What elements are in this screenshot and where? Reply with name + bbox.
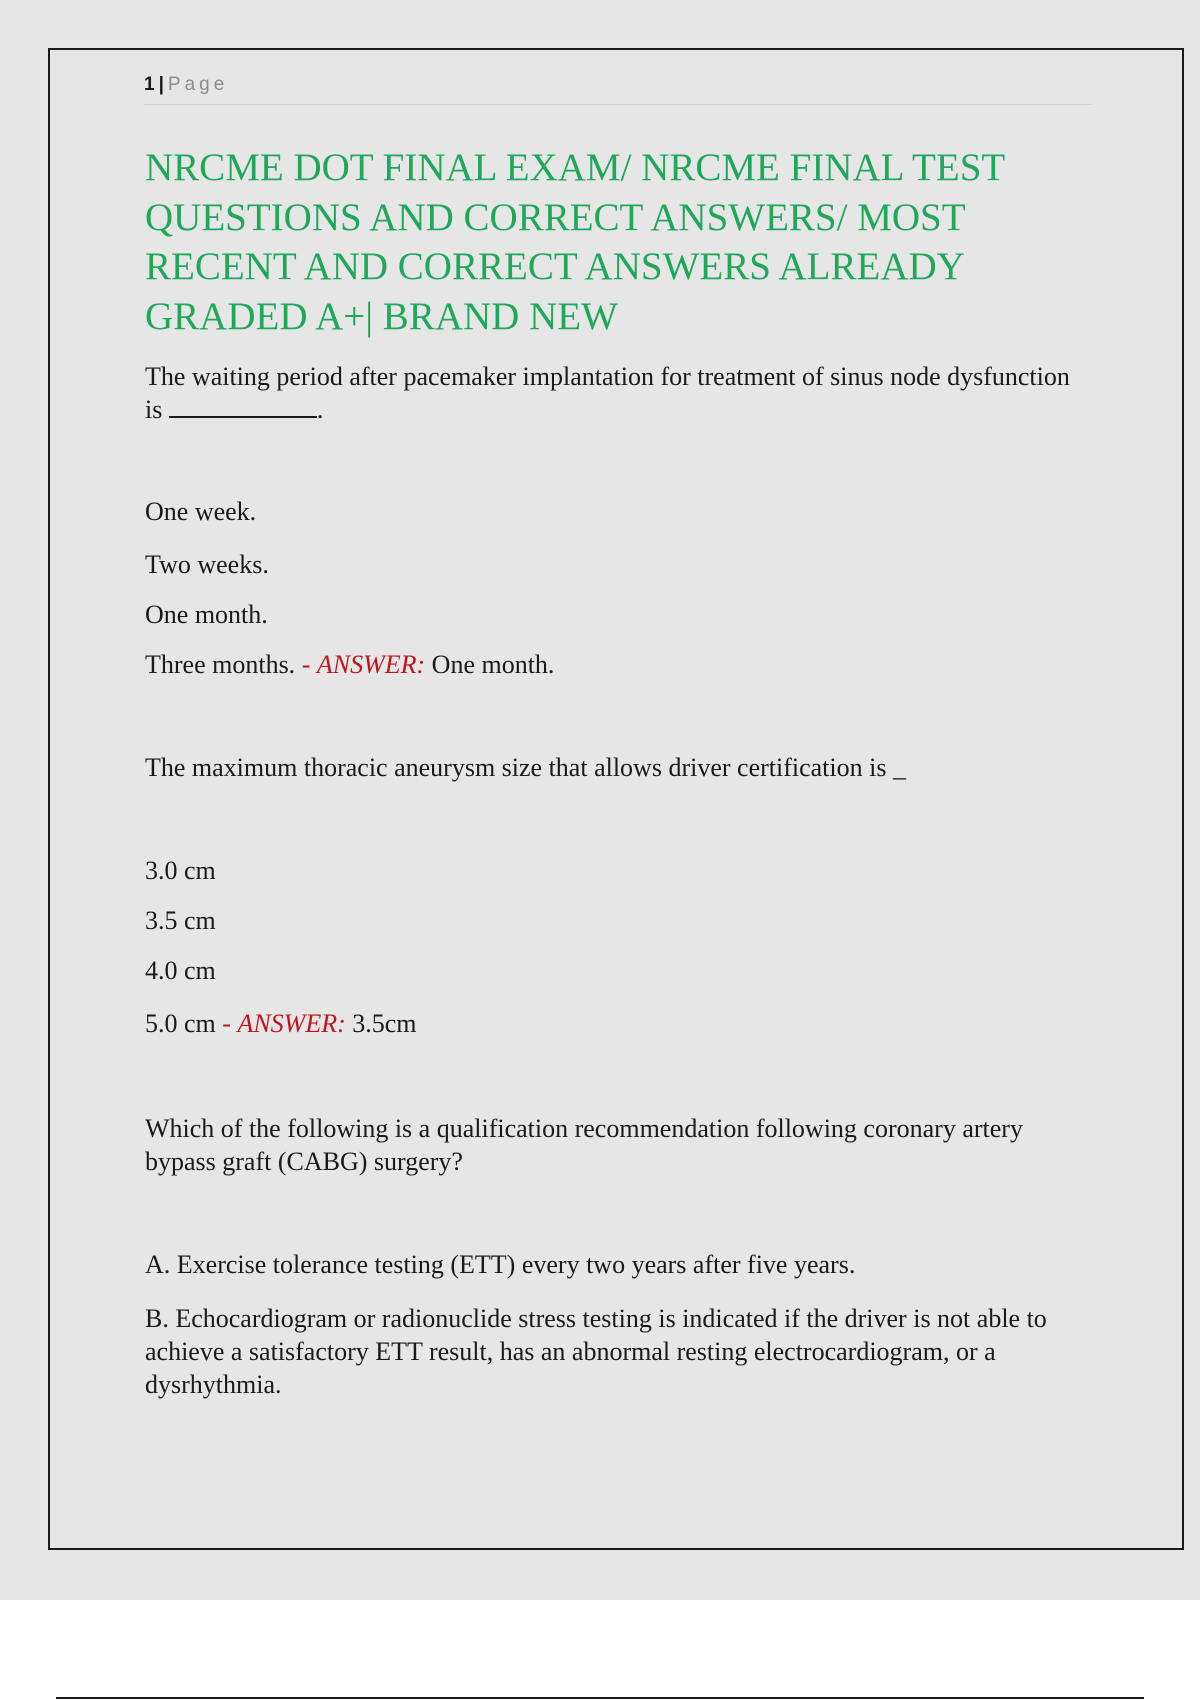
question-1-text	[145, 360, 1075, 426]
question-1-suffix: .	[316, 395, 324, 424]
question-2-option-2: 3.5 cm	[145, 906, 216, 935]
question-1-option-2: Two weeks.	[145, 550, 269, 579]
question-2-option-4: 5.0 cm	[145, 1009, 216, 1038]
question-3-option-b: B. Echocardiogram or radionuclide stress testing is indicated if the driver is not able to achieve a satisfactory ETT result, has an abnormal resting electrocardiogram, or a dysrhythmia.	[145, 1304, 1047, 1399]
page-header	[144, 70, 1092, 105]
page-number: 1	[144, 74, 155, 95]
question-1-answer-label	[295, 650, 425, 679]
answer-dash: -	[215, 1009, 238, 1038]
footer-rule	[56, 1697, 1144, 1699]
question-2-option-1: 3.0 cm	[145, 856, 216, 885]
question-2-answer-label	[216, 1009, 346, 1038]
question-1-option-4-with-answer	[145, 648, 1075, 681]
question-2-answer: 3.5cm	[352, 1009, 417, 1038]
answer-label-text: ANSWER:	[316, 650, 426, 679]
question-1-stem: The waiting period after pacemaker implantation for treatment of sinus node dysfunction is	[145, 362, 1070, 424]
page-label: Page	[167, 74, 229, 95]
answer-dash: -	[295, 650, 317, 679]
answer-blank	[169, 394, 317, 418]
question-1-option-3: One month.	[145, 600, 268, 629]
answer-label-text: ANSWER:	[237, 1009, 346, 1038]
question-1-option-4: Three months.	[145, 650, 296, 679]
question-2-option-4-with-answer	[145, 1007, 1075, 1040]
question-3-text: Which of the following is a qualification recommendation following coronary artery bypass graft (CABG) surgery?	[145, 1114, 1023, 1176]
question-1-answer: One month.	[431, 650, 555, 679]
page-separator: |	[158, 74, 164, 95]
question-3-option-a: A. Exercise tolerance testing (ETT) every two years after five years.	[145, 1250, 856, 1279]
document-title: NRCME DOT FINAL EXAM/ NRCME FINAL TEST QUESTIONS AND CORRECT ANSWERS/ MOST RECENT AND CORRECT ANSWERS ALREADY GRADED A+| BRAND NEW	[145, 146, 1005, 338]
question-2-text: The maximum thoracic aneurysm size that allows driver certification is _	[145, 753, 906, 782]
question-2-option-3: 4.0 cm	[145, 956, 216, 985]
question-1-option-1: One week.	[145, 497, 257, 526]
